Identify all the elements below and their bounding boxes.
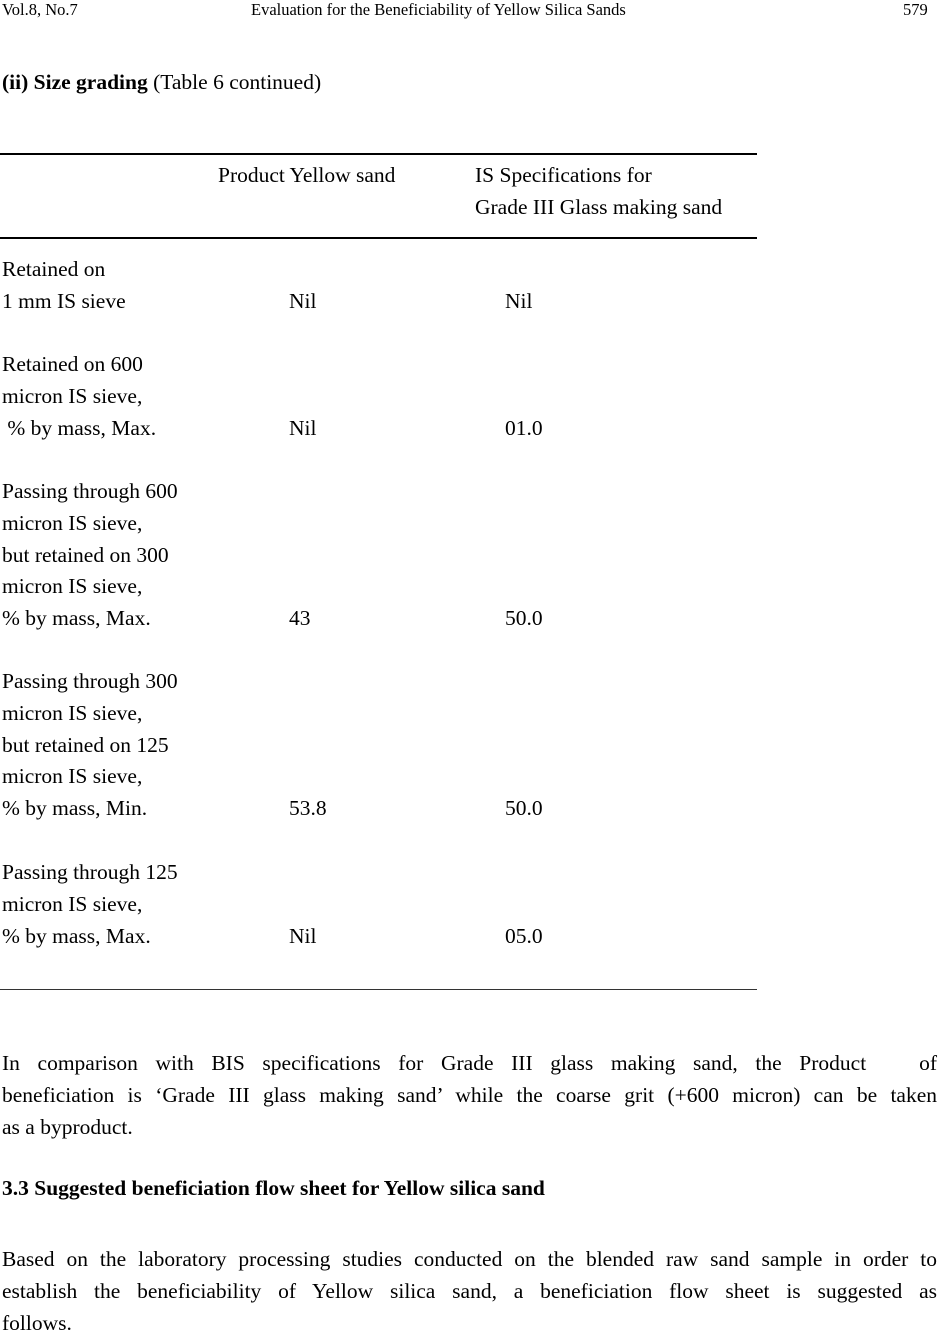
body-paragraph [2, 1047, 937, 1143]
paragraph-line: follows. [2, 1311, 72, 1335]
table-header-rule [0, 237, 757, 239]
spec-value: 05.0 [505, 924, 543, 949]
running-header-title: Evaluation for the Beneficiability of Yellow Silica Sands [251, 0, 626, 19]
row-label-line: micron IS sieve, [2, 574, 143, 599]
column-header-spec [475, 159, 722, 223]
paragraph-line: establish the beneficiability of Yellow silica sand, a beneficiation flow sheet is suggested as [2, 1279, 937, 1303]
row-label [2, 254, 126, 318]
row-label-line: % by mass, Min. [2, 796, 148, 821]
product-value: Nil [289, 289, 317, 314]
paragraph-line: In comparison with BIS specifications for Grade III glass making sand, the Product of [2, 1051, 937, 1075]
row-label-line: % by mass, Max. [2, 606, 151, 631]
section-heading: 3.3 Suggested beneficiation flow sheet for Yellow silica sand [2, 1176, 545, 1200]
row-label-line: 1 mm IS sieve [2, 288, 126, 313]
running-header-volume: Vol.8, No.7 [2, 0, 78, 19]
row-label [2, 476, 178, 635]
table-bottom-rule [0, 989, 757, 990]
column-header-product: Product Yellow sand [218, 163, 396, 187]
spec-value: 01.0 [505, 416, 543, 441]
section-title [2, 70, 321, 95]
row-label-line: but retained on 300 [2, 542, 169, 567]
row-label-line: % by mass, Max. [2, 415, 157, 440]
product-value: Nil [289, 924, 317, 949]
row-label [2, 349, 156, 444]
row-label [2, 857, 178, 952]
row-label-line: Passing through 300 [2, 669, 178, 693]
spec-value: 50.0 [505, 796, 543, 821]
row-label-line: micron IS sieve, [2, 383, 143, 408]
row-label-line: micron IS sieve, [2, 700, 143, 725]
row-label-line: micron IS sieve, [2, 891, 143, 916]
row-label-line: but retained on 125 [2, 732, 169, 757]
spec-value: 50.0 [505, 606, 543, 631]
table-row [0, 666, 757, 825]
paragraph-line: as a byproduct. [2, 1115, 133, 1139]
row-label-line: Retained on [2, 257, 106, 281]
column-header-spec-line2: Grade III Glass making sand [475, 195, 723, 219]
body-paragraph [2, 1243, 937, 1339]
page-number: 579 [903, 0, 928, 19]
table-row [0, 349, 757, 445]
row-label-line: % by mass, Max. [2, 923, 151, 948]
section-title-rest: (Table 6 continued) [147, 70, 322, 94]
row-label [2, 666, 178, 825]
table-row [0, 476, 757, 635]
row-label-line: Retained on 600 [2, 352, 143, 376]
row-label-line: micron IS sieve, [2, 510, 143, 535]
table-top-rule [0, 153, 757, 155]
paragraph-line: Based on the laboratory processing studies conducted on the blended raw sand sample in order to [2, 1247, 937, 1271]
row-label-line: micron IS sieve, [2, 764, 143, 789]
spec-value: Nil [505, 289, 533, 314]
column-header-spec-line1: IS Specifications for [475, 163, 652, 187]
table-row [0, 254, 757, 318]
paragraph-line: beneficiation is ‘Grade III glass making sand’ while the coarse grit (+600 micron) can be taken [2, 1083, 937, 1107]
product-value: 53.8 [289, 796, 327, 821]
product-value: Nil [289, 416, 317, 441]
row-label-line: Passing through 125 [2, 860, 178, 884]
row-label-line: Passing through 600 [2, 479, 178, 503]
product-value: 43 [289, 606, 311, 631]
table-row [0, 857, 757, 953]
section-title-bold: (ii) Size grading [2, 70, 148, 94]
